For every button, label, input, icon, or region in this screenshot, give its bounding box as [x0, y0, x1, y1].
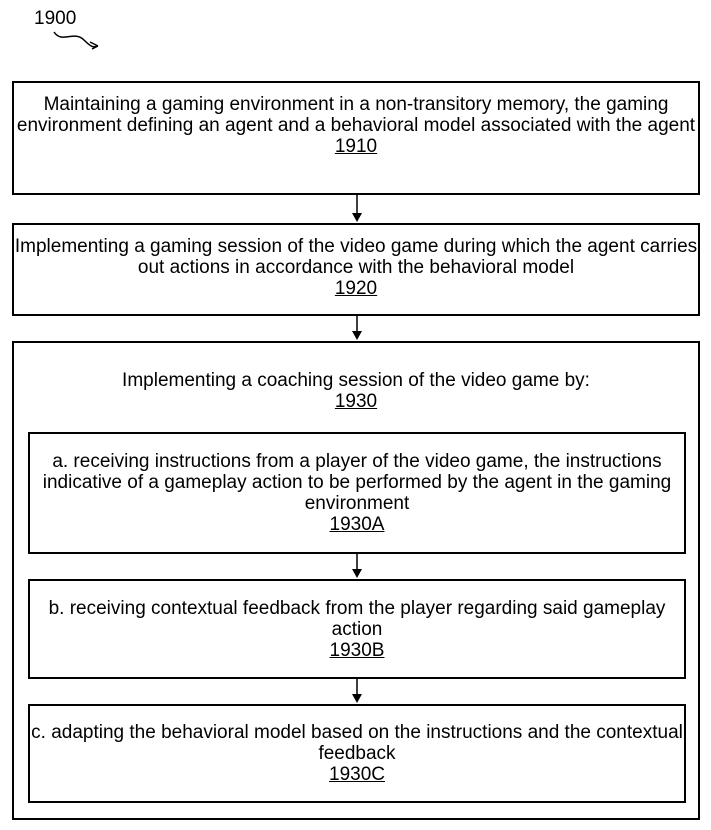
- step-1930a-box: [28, 432, 686, 554]
- step-1930-text: Implementing a coaching session of the video game by:: [122, 370, 590, 391]
- connector-arrow-1930b-1930c: [349, 679, 365, 704]
- step-1930b-text: b. receiving contextual feedback from the player regarding said gameplay action: [48, 598, 666, 640]
- step-1930c-text: c. adapting the behavioral model based on the instructions and the contextual feedback: [31, 722, 683, 764]
- connector-arrow-1920-1930: [349, 316, 365, 341]
- figure-reference-arrow: [52, 28, 102, 52]
- step-1930c-ref: 1930C: [329, 764, 385, 785]
- step-1920-ref: 1920: [334, 278, 378, 299]
- connector-arrow-1930a-1930b: [349, 554, 365, 579]
- step-1930-ref: 1930: [334, 391, 378, 412]
- step-1920-box: [12, 223, 700, 316]
- step-1910-ref: 1910: [334, 136, 378, 157]
- step-1920-text: Implementing a gaming session of the video game during which the agent carries out actions in accordance with the behavioral model: [14, 236, 698, 278]
- step-1930b-ref: 1930B: [329, 640, 385, 661]
- figure-number: 1900: [34, 8, 77, 29]
- step-1930c-box: [28, 704, 686, 803]
- connector-arrow-1910-1920: [349, 195, 365, 223]
- step-1930a-ref: 1930A: [329, 514, 385, 535]
- step-1930a-text: a. receiving instructions from a player of the video game, the instructions indicative of a gameplay action to be performed by the agent in the gaming environment: [42, 451, 672, 514]
- step-1930b-box: [28, 579, 686, 679]
- step-1910-box: [12, 81, 700, 195]
- step-1910-text: Maintaining a gaming environment in a non-transitory memory, the gaming environment defining an agent and a behavioral model associated with the agent: [16, 94, 696, 136]
